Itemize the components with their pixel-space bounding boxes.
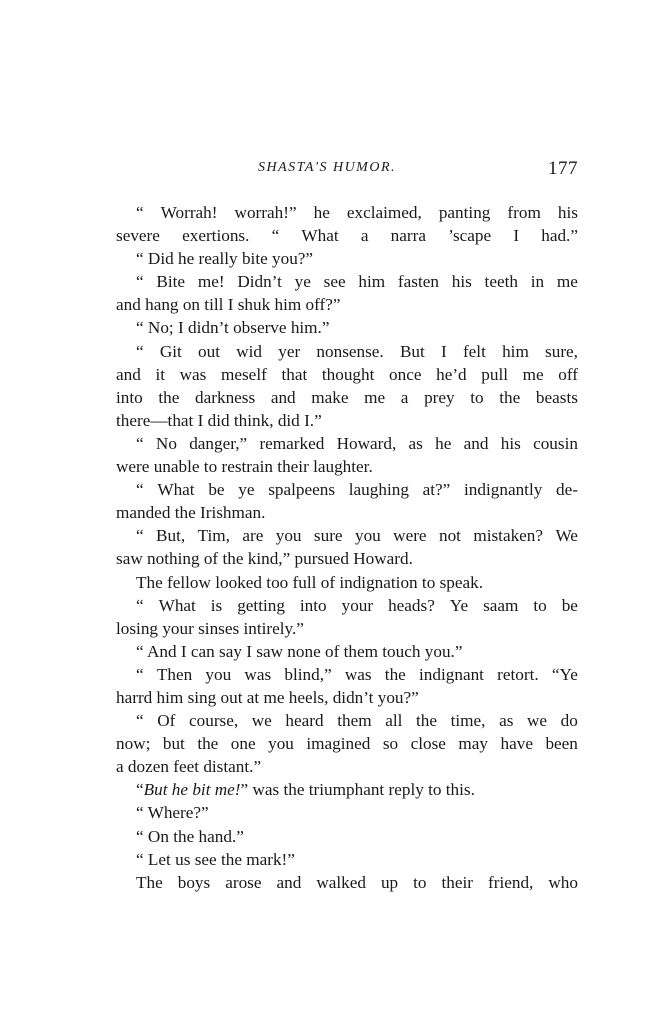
- text-line: [116, 201, 578, 224]
- word: Tim,: [197, 526, 230, 546]
- word: me!: [197, 272, 225, 292]
- word: close: [410, 734, 446, 754]
- word: ye: [294, 272, 311, 292]
- word: prey: [424, 387, 455, 407]
- word: be: [208, 480, 225, 500]
- word: you: [268, 734, 294, 754]
- word: see: [323, 272, 346, 292]
- text-line: “ No; I didn’t observe him.”: [136, 318, 330, 338]
- running-title: SHASTA'S HUMOR.: [258, 160, 396, 175]
- quote-remainder: ” was the triumphant reply to this.: [240, 780, 475, 800]
- word: that: [281, 364, 308, 384]
- word: But,: [156, 526, 186, 546]
- word: have: [500, 734, 533, 754]
- word: it: [155, 364, 166, 384]
- word: Then: [156, 664, 193, 684]
- word: “: [136, 595, 144, 615]
- word: panting: [438, 203, 491, 222]
- word: be: [561, 595, 578, 615]
- word: may: [458, 734, 489, 754]
- word: as: [408, 433, 423, 453]
- word: we: [251, 711, 272, 731]
- open-quote: “: [136, 780, 144, 800]
- word: retort.: [497, 664, 539, 684]
- word: We: [555, 526, 578, 546]
- word: had.”: [541, 226, 578, 246]
- word: from: [507, 203, 541, 222]
- word: was: [244, 664, 272, 684]
- word: sure,: [545, 341, 578, 361]
- body-text: [116, 201, 578, 894]
- word: me: [364, 387, 386, 407]
- word: nonsense.: [316, 341, 384, 361]
- word: was: [344, 664, 372, 684]
- word: and: [463, 433, 489, 453]
- word: he: [313, 203, 330, 222]
- word: thought: [321, 364, 375, 384]
- word: Of: [157, 711, 176, 731]
- text-line: losing your sinses intirely.”: [116, 618, 304, 638]
- text-line: [116, 663, 578, 686]
- word: his: [557, 203, 578, 222]
- word: “Ye: [551, 664, 578, 684]
- word: yer: [278, 341, 301, 361]
- word: remarked: [259, 433, 325, 453]
- word: Worrah!: [160, 203, 218, 222]
- word: What: [301, 226, 339, 246]
- word: “: [136, 711, 144, 731]
- word: are: [242, 526, 264, 546]
- text-line: [116, 709, 578, 732]
- text-line: [116, 524, 578, 547]
- word: worrah!”: [234, 203, 297, 222]
- word: “: [271, 226, 280, 246]
- word: cousin: [533, 433, 578, 453]
- word: Ye: [449, 595, 469, 615]
- text-line: manded the Irishman.: [116, 503, 266, 523]
- word: getting: [237, 595, 285, 615]
- word: arose: [225, 872, 262, 892]
- word: Howard,: [336, 433, 397, 453]
- word: his: [451, 272, 472, 292]
- word: his: [500, 433, 521, 453]
- word: into: [116, 387, 143, 407]
- word: heard: [285, 711, 324, 731]
- running-head: [116, 160, 578, 184]
- word: Didn’t: [237, 272, 282, 292]
- word: he: [435, 433, 452, 453]
- word: blind,”: [284, 664, 332, 684]
- word: to: [533, 595, 547, 615]
- text-line: [116, 871, 578, 894]
- word: to: [470, 387, 484, 407]
- text-line: there—that I did think, did I.”: [116, 410, 322, 430]
- word: as: [499, 711, 514, 731]
- word: the: [415, 711, 437, 731]
- word: you: [354, 526, 381, 546]
- word: fasten: [397, 272, 439, 292]
- word: time,: [450, 711, 486, 731]
- word: saam: [483, 595, 519, 615]
- text-line: “ Where?”: [136, 803, 209, 823]
- word: indignant: [419, 664, 484, 684]
- word: him: [358, 272, 386, 292]
- word: severe: [116, 226, 160, 246]
- word: exclaimed,: [346, 203, 422, 222]
- text-line: [116, 340, 578, 363]
- text-line: [116, 386, 578, 409]
- word: de-: [556, 480, 578, 500]
- text-line: [116, 432, 578, 455]
- word: meself: [221, 364, 267, 384]
- word: course,: [189, 711, 239, 731]
- word: The: [136, 872, 163, 892]
- word: darkness: [195, 387, 256, 407]
- word: is: [210, 595, 223, 615]
- word: was: [179, 364, 207, 384]
- word: boys: [177, 872, 211, 892]
- text-line: [116, 478, 578, 501]
- word: so: [382, 734, 399, 754]
- word: Git: [159, 341, 182, 361]
- text-line: [116, 778, 578, 801]
- word: them: [337, 711, 372, 731]
- word: felt: [462, 341, 486, 361]
- word: me: [522, 364, 544, 384]
- word: he’d: [436, 364, 467, 384]
- word: sure: [313, 526, 343, 546]
- word: you: [205, 664, 232, 684]
- text-line: [116, 224, 578, 247]
- word: and: [116, 364, 141, 384]
- word: their: [441, 872, 474, 892]
- text-line: harrd him sing out at me heels, didn’t you?”: [116, 687, 419, 707]
- word: one: [230, 734, 256, 754]
- word: What: [157, 480, 195, 500]
- word: mistaken?: [473, 526, 544, 546]
- word: out: [198, 341, 221, 361]
- word: the: [384, 664, 406, 684]
- word: friend,: [488, 872, 534, 892]
- word: I: [513, 226, 520, 246]
- text-line: “ On the hand.”: [136, 826, 244, 846]
- word: walked: [316, 872, 366, 892]
- word: and: [276, 872, 302, 892]
- word: “: [136, 526, 144, 546]
- italic-quote: But he bit me!: [143, 780, 241, 800]
- word: “: [136, 203, 144, 222]
- word: laughing: [348, 480, 409, 500]
- text-line: “ Did he really bite you?”: [136, 249, 314, 269]
- word: a: [400, 387, 409, 407]
- word: all: [385, 711, 403, 731]
- word: to: [413, 872, 427, 892]
- word: the: [197, 734, 219, 754]
- text-line: saw nothing of the kind,” pursued Howard.: [116, 549, 413, 569]
- word: up: [380, 872, 399, 892]
- page-number: 177: [548, 158, 578, 179]
- word: “: [136, 433, 144, 453]
- text-line: [116, 363, 578, 386]
- word: into: [299, 595, 327, 615]
- word: not: [438, 526, 461, 546]
- word: “: [136, 664, 144, 684]
- word: a: [360, 226, 369, 246]
- word: who: [548, 872, 578, 892]
- word: make: [311, 387, 349, 407]
- word: we: [527, 711, 548, 731]
- word: you: [275, 526, 302, 546]
- word: the: [158, 387, 180, 407]
- word: pull: [481, 364, 509, 384]
- word: and: [270, 387, 296, 407]
- word: were: [393, 526, 427, 546]
- word: ye: [238, 480, 255, 500]
- word: do: [560, 711, 578, 731]
- word: wid: [236, 341, 263, 361]
- text-line: were unable to restrain their laughter.: [116, 457, 373, 477]
- word: “: [136, 341, 144, 361]
- text-line: [116, 594, 578, 617]
- word: Bite: [156, 272, 186, 292]
- word: What: [158, 595, 196, 615]
- word: “: [136, 272, 144, 292]
- word: once: [389, 364, 422, 384]
- word: “: [136, 480, 144, 500]
- word: him: [502, 341, 529, 361]
- text-line: [116, 270, 578, 293]
- text-line: [116, 732, 578, 755]
- text-line: a dozen feet distant.”: [116, 757, 262, 777]
- word: the: [499, 387, 521, 407]
- word: No: [155, 433, 177, 453]
- word: teeth: [484, 272, 518, 292]
- word: your: [341, 595, 374, 615]
- word: danger,”: [189, 433, 248, 453]
- word: heads?: [388, 595, 435, 615]
- word: spalpeens: [268, 480, 336, 500]
- word: narra: [390, 226, 426, 246]
- word: indignantly: [464, 480, 543, 500]
- word: beasts: [535, 387, 578, 407]
- word: off: [558, 364, 578, 384]
- text-line: “ And I can say I saw none of them touch you.”: [136, 641, 463, 661]
- word: But: [399, 341, 425, 361]
- word: in: [530, 272, 545, 292]
- word: at?”: [422, 480, 451, 500]
- word: me: [556, 272, 578, 292]
- text-line: and hang on till I shuk him off?”: [116, 295, 341, 315]
- word: been: [545, 734, 578, 754]
- text-line: “ Let us see the mark!”: [136, 849, 295, 869]
- word: exertions.: [182, 226, 250, 246]
- word: but: [162, 734, 185, 754]
- text-line: The fellow looked too full of indignation to speak.: [136, 572, 484, 592]
- word: ’scape: [448, 226, 492, 246]
- word: now;: [116, 734, 151, 754]
- word: I: [441, 341, 447, 361]
- word: imagined: [306, 734, 371, 754]
